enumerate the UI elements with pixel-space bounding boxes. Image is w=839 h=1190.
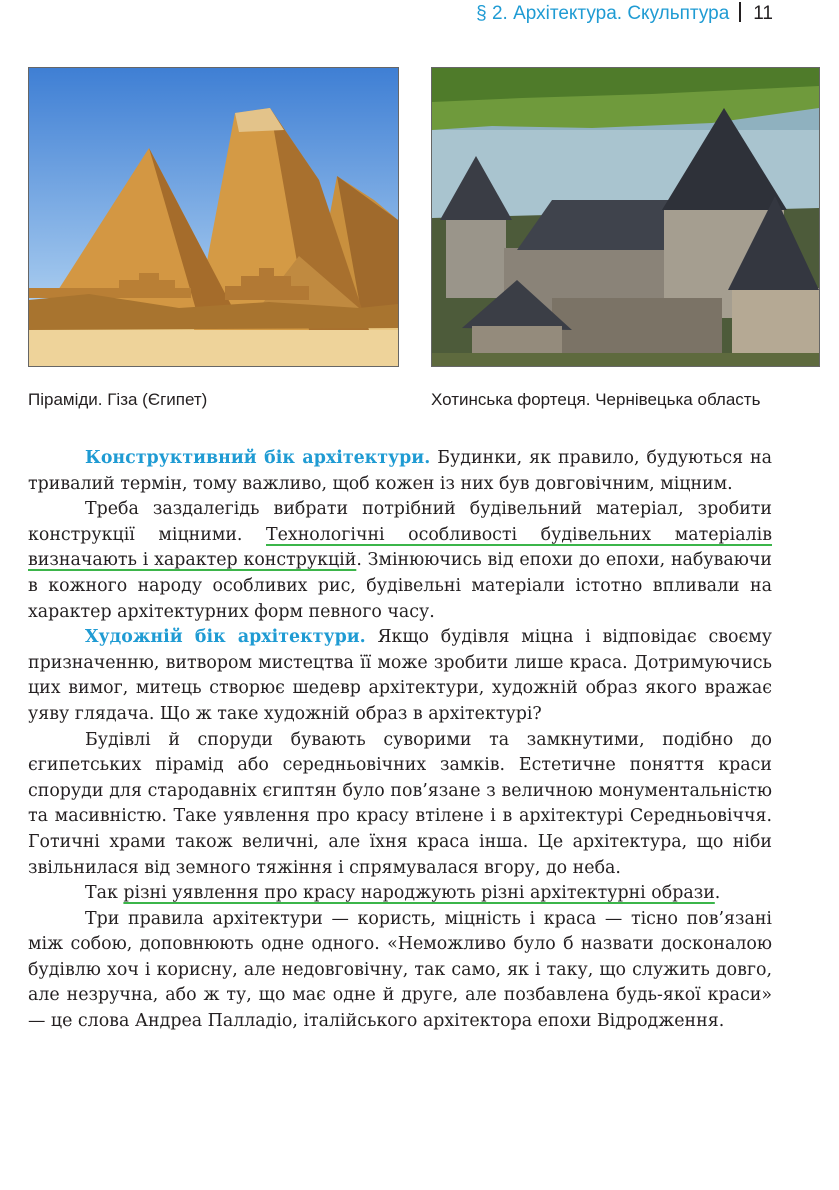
- pyramids-photo: [28, 67, 399, 367]
- paragraph-beauty: [28, 881, 772, 907]
- body-text: [28, 446, 772, 1035]
- subheading-constructive: Конструктивний бік архітектури.: [85, 448, 431, 468]
- paragraph-text: Будинки, як правило, будуються на тривалий термін, тому важливо, щоб кожен із них був довговічним, міцним.: [28, 448, 772, 494]
- paragraph-materials: [28, 497, 772, 625]
- underlined-phrase: різні уявлення про красу народжують різні архітектурні образи: [123, 883, 715, 904]
- underlined-phrase: Технологічні особливості будівельних матеріалів визначають і характер конструкцій: [28, 524, 772, 571]
- paragraph-palladio: Три правила архітектури — користь, міцність і краса — тісно пов’язані між собою, доповнюють одне одного. «Неможливо було б назвати досконалою будівлю хоч і корисну, але недовговічну, так само, як і таку, що служить довго, але незручна, або ж ту, що має одне й друге, але позбавлена будь-якої краси» — це слова Андреа Палладіо, італійського архітектора епохи Відродження.: [28, 908, 772, 1032]
- fortress-photo: [431, 67, 820, 367]
- paragraph-text: Так: [85, 883, 124, 904]
- running-header: [476, 2, 773, 25]
- paragraph-buildings: Будівлі й споруди бувають суворими та замкнутими, подібно до єгипетських пірамід або середньовічних замків. Естетичне поняття краси споруди для стародавніх єгиптян було пов’язане з величною монументальністю та масивністю. Таке уявлення про красу втілене і в архітектурі Середньовіччя. Готичні храми також величні, але їхня краса інша. Це архітектура, що ніби звільнилася від земного тяжіння і спрямувалася вгору, до неба.: [28, 729, 772, 878]
- paragraph-artistic: [28, 625, 772, 727]
- section-title: § 2. Архітектура. Скульптура: [476, 3, 730, 24]
- paragraph-text: Треба заздалегідь вибрати потрібний будівельний матеріал, зробити конструкції міцними.: [28, 499, 772, 545]
- fortress-caption: Хотинська фортеця. Чернівецька область: [431, 390, 761, 409]
- paragraph-text: . Змінюючись від епохи до епохи, набуваючи в кожного народу особливих рис, будівельні матеріали істотно впливали на характер архітектурних форм певного часу.: [28, 550, 772, 622]
- header-divider: [739, 2, 741, 22]
- subheading-artistic: Художній бік архітектури.: [85, 627, 366, 648]
- paragraph-constructive: [28, 446, 772, 497]
- page-number: 11: [753, 3, 773, 24]
- paragraph-text: Якщо будівля міцна і відповідає своєму призначенню, витвором мистецтва її може зробити лише краса. Дотримуючись цих вимог, митець створює шедевр архітектури, художній образ якого вражає уяву глядача. Що ж таке художній образ в архітектурі?: [28, 627, 772, 724]
- paragraph-text: .: [714, 883, 721, 904]
- pyramids-caption: Піраміди. Гіза (Єгипет): [28, 390, 208, 409]
